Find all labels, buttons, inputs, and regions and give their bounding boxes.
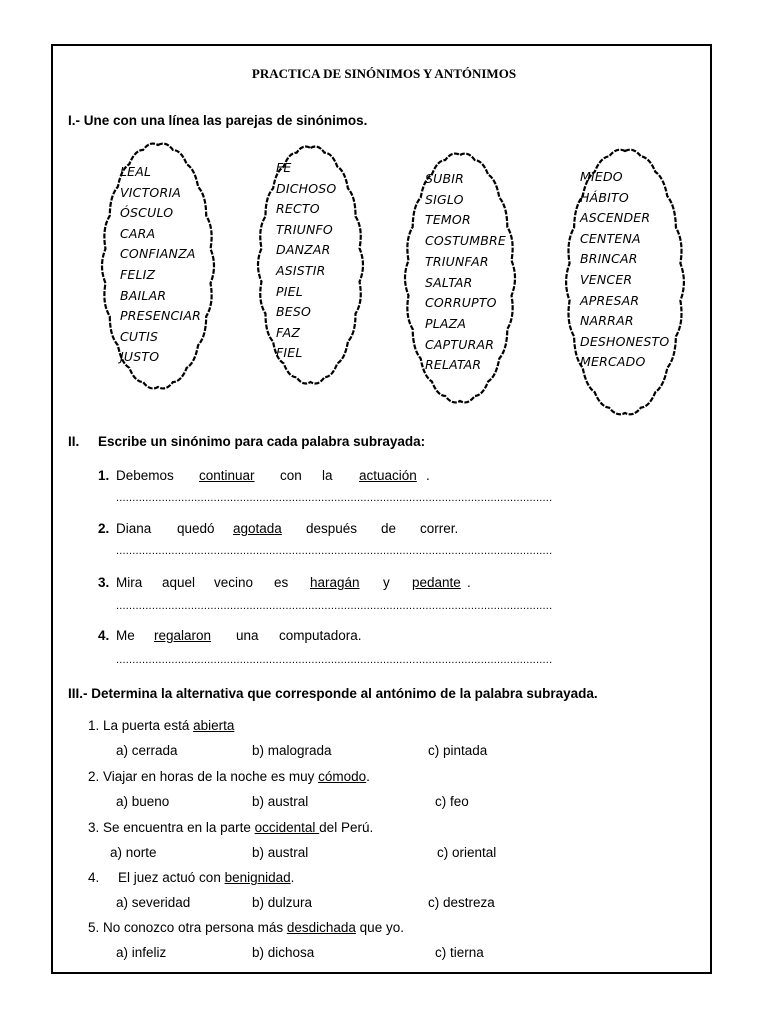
section2-label: II. (68, 434, 80, 449)
s2-word: una (236, 628, 259, 643)
cloud-word[interactable]: RECTO (276, 201, 320, 217)
cloud-word[interactable]: CORRUPTO (425, 295, 497, 311)
cloud-word[interactable]: DICHOSO (276, 180, 337, 196)
answer-line[interactable]: ...................................................................................................................................... (116, 492, 553, 504)
section1-heading: I.- Une con una línea las parejas de sinónimos. (68, 113, 368, 128)
cloud-word[interactable]: ÓSCULO (120, 205, 174, 221)
s2-underlined-word: agotada (233, 521, 282, 536)
question-2 (88, 769, 370, 784)
s2-word: Debemos (116, 468, 174, 483)
cloud-word[interactable]: TRIUNFO (276, 221, 333, 237)
question-text: 4. El juez actuó con (88, 870, 225, 885)
word-cloud-1 (102, 142, 214, 390)
cloud-word[interactable]: PLAZA (425, 315, 467, 331)
option-c[interactable]: c) oriental (437, 845, 497, 860)
cloud-word[interactable]: FAZ (276, 324, 301, 340)
cloud-word[interactable]: BRINCAR (580, 251, 638, 267)
cloud-word[interactable]: MIEDO (580, 169, 623, 184)
s2-underlined-word: actuación (359, 468, 417, 483)
cloud-word[interactable]: CARA (120, 225, 156, 241)
cloud-word[interactable]: PRESENCIAR (120, 308, 201, 324)
s2-item-number: 4. (98, 628, 110, 643)
s2-word: Me (116, 628, 135, 643)
option-a[interactable]: a) bueno (116, 794, 170, 809)
underlined-word: abierta (193, 718, 235, 733)
option-a[interactable]: a) infeliz (116, 945, 167, 960)
s2-word: después (306, 521, 358, 536)
underlined-word: desdichada (286, 920, 356, 935)
cloud-word[interactable]: SALTAR (425, 274, 473, 290)
answer-line[interactable]: ...................................................................................................................................... (116, 600, 553, 612)
option-a[interactable]: a) cerrada (116, 743, 178, 758)
option-c[interactable]: c) tierna (435, 945, 484, 960)
question-text: del Perú. (319, 820, 374, 835)
question-3 (88, 820, 373, 835)
s2-underlined-word: regalaron (154, 628, 212, 643)
underlined-word: occidental (254, 820, 320, 835)
cloud-word[interactable]: JUSTO (120, 349, 160, 365)
cloud-word[interactable]: SIGLO (425, 191, 464, 207)
option-c[interactable]: c) pintada (428, 743, 488, 758)
question-text: 5. No conozco otra persona más (88, 920, 287, 935)
underlined-word: benignidad (224, 870, 291, 885)
word-cloud-3 (405, 152, 515, 404)
cloud-word[interactable]: RELATAR (425, 357, 482, 373)
question-4 (88, 870, 294, 885)
cloud-word[interactable]: VENCER (580, 272, 633, 287)
section2-heading: Escribe un sinónimo para cada palabra subrayada: (98, 434, 426, 449)
option-a[interactable]: a) severidad (116, 895, 191, 910)
cloud-word[interactable]: DANZAR (276, 242, 331, 258)
option-b[interactable]: b) dichosa (252, 945, 315, 960)
s2-word: es (274, 575, 289, 590)
s2-item-number: 2. (98, 521, 110, 536)
question-text: 2. Viajar en horas de la noche es muy (88, 769, 319, 784)
question-1 (88, 718, 234, 733)
s2-word: la (322, 468, 333, 483)
answer-line[interactable]: ...................................................................................................................................... (116, 545, 553, 557)
option-b[interactable]: b) malograda (252, 743, 332, 758)
question-text: 3. Se encuentra en la parte (88, 820, 255, 835)
question-text: . (290, 870, 295, 885)
cloud-word[interactable]: TEMOR (425, 212, 471, 228)
cloud-word[interactable]: FIEL (276, 345, 303, 361)
s2-word: con (280, 468, 302, 483)
underlined-word: cómodo (318, 769, 367, 784)
cloud-word[interactable]: APRESAR (580, 292, 640, 308)
word-cloud-4 (566, 148, 684, 416)
option-b[interactable]: b) austral (252, 845, 309, 860)
cloud-word[interactable]: BESO (276, 304, 312, 320)
s2-underlined-word: haragán (310, 575, 360, 590)
s2-word: vecino (214, 575, 254, 590)
s2-item-number: 3. (98, 575, 110, 590)
question-text: 1. La puerta está (88, 718, 194, 733)
s2-underlined-word: continuar (199, 468, 255, 483)
cloud-word[interactable]: CENTENA (580, 230, 641, 246)
s2-word: computadora. (279, 628, 362, 643)
cloud-word[interactable]: DESHONESTO (580, 333, 670, 349)
answer-line[interactable]: ...................................................................................................................................... (116, 654, 553, 666)
cloud-word[interactable]: PIEL (276, 283, 303, 299)
cloud-word[interactable]: NARRAR (580, 313, 634, 329)
section3-heading: III.- Determina la alternativa que corresponde al antónimo de la palabra subrayada. (68, 686, 598, 701)
cloud-word[interactable]: SUBIR (425, 171, 465, 186)
question-text: que yo. (355, 920, 404, 935)
cloud-word[interactable]: LEAL (120, 164, 152, 179)
question-5 (88, 920, 404, 935)
cloud-word[interactable]: CAPTURAR (425, 336, 495, 352)
s2-word: Mira (116, 575, 143, 590)
s2-word: y (383, 575, 390, 590)
s2-word: correr. (420, 521, 459, 536)
cloud-word[interactable]: VICTORIA (120, 184, 181, 200)
option-a[interactable]: a) norte (110, 845, 157, 860)
option-b[interactable]: b) dulzura (252, 895, 313, 910)
cloud-word[interactable]: FELIZ (120, 267, 156, 282)
question-text: . (366, 769, 370, 784)
cloud-word[interactable]: ASISTIR (276, 263, 326, 278)
cloud-word[interactable]: CONFIANZA (120, 246, 196, 262)
s2-word: Diana (116, 521, 152, 536)
cloud-word[interactable]: BAILAR (120, 287, 167, 303)
cloud-word[interactable]: FE (276, 160, 292, 175)
s2-word: aquel (162, 575, 196, 590)
option-c[interactable]: c) destreza (428, 895, 495, 910)
s2-word: de (381, 521, 397, 536)
cloud-word[interactable]: ASCENDER (580, 210, 651, 226)
page-title: PRACTICA DE SINÓNIMOS Y ANTÓNIMOS (251, 66, 517, 81)
s2-word: quedó (177, 521, 215, 536)
s2-item-number: 1. (98, 468, 110, 483)
option-c[interactable]: c) feo (435, 794, 469, 809)
s2-word: . (467, 575, 471, 590)
cloud-word[interactable]: CUTIS (120, 328, 159, 344)
cloud-word[interactable]: HÁBITO (580, 189, 629, 205)
word-cloud-2 (258, 145, 363, 385)
option-b[interactable]: b) austral (252, 794, 309, 809)
s2-word: . (426, 468, 430, 483)
s2-underlined-word: pedante (412, 575, 461, 590)
cloud-word[interactable]: TRIUNFAR (425, 253, 489, 269)
cloud-word[interactable]: MERCADO (580, 354, 646, 370)
cloud-word[interactable]: COSTUMBRE (425, 233, 507, 249)
